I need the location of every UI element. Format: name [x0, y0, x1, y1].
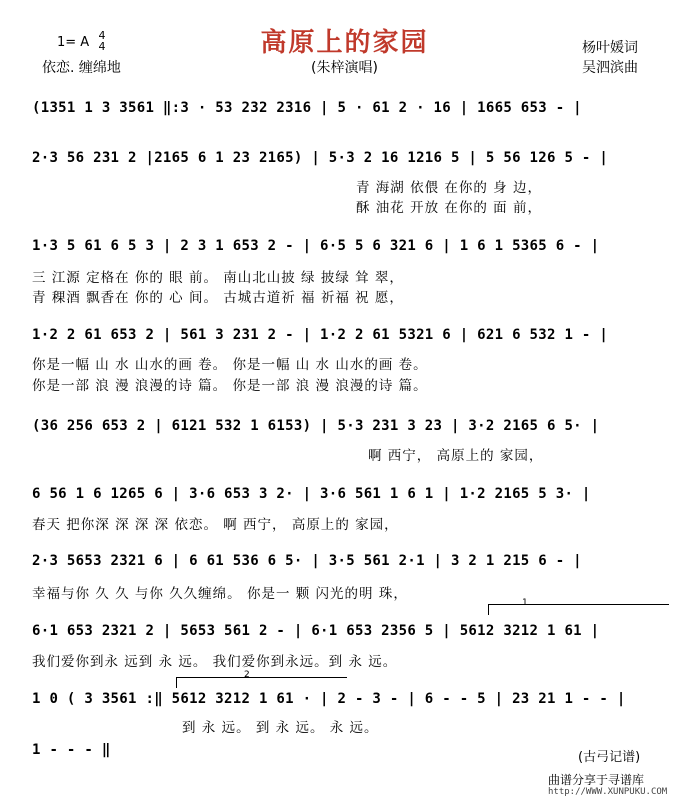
- score-line-9: 1 0 ( 3 3561 :‖ 5612 3212 1 61 · | 2 - 3 - | 6 - - 5 | 23 21 1 - - |: [32, 691, 626, 707]
- lyric-line-6: 春天 把你深 深 深 深 依恋。 啊 西宁， 高原上的 家园，: [32, 517, 399, 533]
- singer: (朱梓演唱): [311, 60, 378, 76]
- score-line-3: 1·3 5 61 6 5 3 | 2 3 1 653 2 - | 6·5 5 6 321 6 | 1 6 1 5365 6 - |: [32, 238, 600, 254]
- time-signature-top: 4: [98, 29, 106, 42]
- score-line-4: 1·2 2 61 653 2 | 561 3 231 2 - | 1·2 2 61 5321 6 | 621 6 532 1 - |: [32, 327, 609, 343]
- time-signature-bottom: 4: [98, 40, 106, 53]
- lyric-line-9: 到 永 远。 到 永 远。 永 远。: [182, 720, 379, 736]
- lyric-line-3b: 青 稞酒 飘香在 你的 心 间。 古城古道祈 福 祈福 祝 愿，: [32, 290, 404, 306]
- score-line-10: 1 - - - ‖: [32, 742, 111, 758]
- tempo-mood: 依恋. 缠绵地: [42, 60, 121, 76]
- composer: 吴泗滨曲: [582, 60, 638, 76]
- volta-2-number: 2: [244, 670, 250, 680]
- transcriber-credit: (古弓记谱): [578, 750, 641, 765]
- song-title: 高原上的家园: [260, 28, 429, 58]
- lyric-line-4b: 你是一部 浪 漫 浪漫的诗 篇。 你是一部 浪 漫 浪漫的诗 篇。: [32, 378, 428, 394]
- volta-1-number: 1: [522, 598, 528, 608]
- lyric-line-5: 啊 西宁， 高原上的 家园，: [368, 448, 544, 464]
- score-line-6: 6 56 1 6 1265 6 | 3·6 653 3 2· | 3·6 561 1 6 1 | 1·2 2165 5 3· |: [32, 486, 591, 502]
- score-line-5: (36 256 653 2 | 6121 532 1 6153) | 5·3 231 3 23 | 3·2 2165 6 5· |: [32, 418, 600, 434]
- lyric-line-2b: 酥 油花 开放 在你的 面 前，: [356, 200, 542, 216]
- score-line-2: 2·3 56 231 2 |2165 6 1 23 2165) | 5·3 2 16 1216 5 | 5 56 126 5 - |: [32, 150, 609, 166]
- score-line-1: (1351 1 3 3561 ‖:3 · 53 232 2316 | 5 · 61 2 · 16 | 1665 653 - |: [32, 100, 582, 116]
- key-signature: 1= A: [57, 35, 90, 50]
- lyric-line-2a: 青 海湖 依偎 在你的 身 边，: [356, 180, 542, 196]
- volta-2-bracket: [176, 677, 347, 688]
- lyric-line-3a: 三 江源 定格在 你的 眼 前。 南山北山披 绿 披绿 耸 翠，: [32, 270, 404, 286]
- score-line-7: 2·3 5653 2321 6 | 6 61 536 6 5· | 3·5 561 2·1 | 3 2 1 215 6 - |: [32, 553, 582, 569]
- time-signature: [97, 30, 107, 52]
- lyricist: 杨叶媛词: [582, 40, 638, 56]
- source-site: 曲谱分享于寻谱库: [548, 773, 645, 787]
- volta-1-bracket: [488, 604, 669, 615]
- source-url: http://WWW.XUNPUKU.COM: [548, 787, 668, 797]
- lyric-line-4a: 你是一幅 山 水 山水的画 卷。 你是一幅 山 水 山水的画 卷。: [32, 357, 428, 373]
- lyric-line-8: 我们爱你到永 远到 永 远。 我们爱你到永远。到 永 远。: [32, 654, 398, 670]
- score-line-8: 6·1 653 2321 2 | 5653 561 2 - | 6·1 653 2356 5 | 5612 3212 1 61 |: [32, 623, 600, 639]
- lyric-line-7: 幸福与你 久 久 与你 久久缠绵。 你是一 颗 闪光的明 珠，: [32, 586, 408, 602]
